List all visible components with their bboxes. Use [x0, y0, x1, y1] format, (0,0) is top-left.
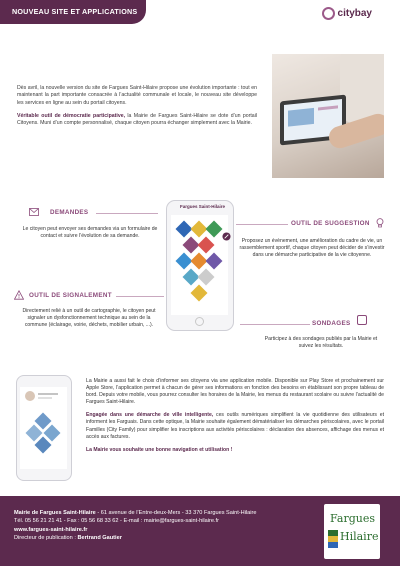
- phone-app-screen: [171, 215, 228, 315]
- body-closing: La Mairie vous souhaite une bonne navigation et utilisation !: [86, 446, 233, 453]
- citybay-name: citybay: [337, 8, 372, 19]
- laptop-photo: [272, 54, 384, 178]
- intro-paragraph-2-rest: la Mairie de Fargues Saint-Hilaire se dote d’un portail Citoyens. Muni d’un compte personnalisé, chaque citoyen pourra échanger simplement avec la Mairie.: [17, 112, 257, 127]
- poll-icon: [357, 315, 367, 325]
- app-tile: [198, 237, 215, 254]
- app-tile: [206, 221, 223, 238]
- footer: [0, 496, 400, 566]
- profile-line: [38, 397, 52, 399]
- profile-line: [38, 393, 58, 395]
- app-tile: [198, 269, 215, 286]
- phone-home-button: [195, 317, 204, 326]
- body-paragraph-2: [86, 412, 384, 440]
- body-paragraph-2-lead: Engagée dans une démarche de ville intelligente,: [86, 412, 214, 419]
- intro-paragraph-2: [17, 113, 257, 128]
- suggestion-text: Proposez un évènement, une amélioration du cadre de vie, un rassemblement sportif, chaque citoyen peut décider de s’investir dans une démarche participative de la vie citoyenne.: [239, 238, 385, 258]
- envelope-icon: [29, 208, 39, 216]
- sondages-connector: [240, 324, 310, 325]
- signalement-text: Directement relié à un outil de cartographie, le citoyen peut signaler un dysfonctionnement technique au sein de la commune (éclairage, voirie, déchets, mobilier urbain, ...).: [22, 308, 156, 328]
- sondages-text: Participez à des sondages publiés par la Mairie et suivez les résultats.: [264, 336, 378, 349]
- app-phone-mockup-small: [16, 375, 72, 481]
- phone-small-screen: [20, 387, 67, 469]
- intro-text: [17, 85, 257, 133]
- demandes-label: DEMANDES: [50, 209, 89, 216]
- intro-paragraph-2-lead: Véritable outil de démocratie participative,: [17, 112, 126, 119]
- app-tile: [206, 253, 223, 270]
- sondages-label: SONDAGES: [312, 320, 351, 327]
- signalement-connector: [116, 296, 164, 297]
- footer-address-line: [14, 509, 257, 517]
- warning-icon: [14, 290, 24, 300]
- intro-paragraph-1: Dès avril, la nouvelle version du site de Fargues Saint-Hilaire propose une évolution importante : tout en maintenant la part importante consacrée à l’actualité communale et locale, le nouveau site développe les services en ligne au sein du portail citoyens.: [17, 85, 257, 106]
- footer-org: Mairie de Fargues Saint-Hilaire: [14, 510, 96, 516]
- phone-app-logo: Fargues Saint-Hilaire: [180, 204, 226, 209]
- fargues-flag-icon: [328, 530, 338, 548]
- body-paragraph-1: La Mairie a aussi fait le choix d’informer ses citoyens via une application mobile. Disponible sur Play Store et prochainement sur Apple Store, l’application permet à chacun de gérer ses informations en fonction des besoins en établissant son propre tableau de bord. Depuis votre mobile, vous pourrez consulter les horaires de la Mairie, les menus du restaurant scolaire ou suivre l’actualité de Fargues Saint-Hilaire.: [86, 378, 384, 406]
- footer-address: - 61 avenue de l’Entre-deux-Mers - 33 370 Fargues Saint-Hilaire: [95, 510, 257, 516]
- footer-phone-fax: Tél. 05 56 21 21 41 - Fax : 05 56 68 33 62 - E-mail : mairie@fargues-saint-hilaire.fr: [14, 518, 219, 525]
- demandes-connector: [96, 213, 158, 214]
- demandes-text: Le citoyen peut envoyer ses demandes via un formulaire de contact et suivre l’évolution de sa demande.: [22, 226, 158, 239]
- citybay-ring-icon: [322, 7, 335, 20]
- signalement-label: OUTIL DE SIGNALEMENT: [29, 292, 112, 299]
- header-ribbon: [0, 0, 146, 24]
- footer-website-link[interactable]: www.fargues-saint-hilaire.fr: [14, 526, 88, 533]
- avatar: [25, 391, 35, 401]
- footer-publisher: Directeur de publication : Bertrand Gautier: [14, 535, 122, 542]
- footer-contact: [14, 509, 257, 543]
- fargues-logo: [324, 504, 380, 559]
- app-description: [86, 378, 384, 460]
- suggestion-connector: [236, 224, 288, 225]
- suggestion-label: OUTIL DE SUGGESTION: [291, 220, 370, 227]
- fargues-logo-line2: Hilaire: [340, 530, 379, 543]
- body-paragraph-2-rest: ces outils numériques simplifient la vie quotidienne des utilisateurs et informent les Farguais. Dans cette optique, la Mairie souhaite également dématérialiser les démarches périscolaires, avec le portail Familles (City Family) pour simplifier les inscriptions aux activités périscolaires : déclaration des absences, affichage des menus et accès aux factures.: [86, 412, 384, 440]
- app-tile: [191, 285, 208, 302]
- pencil-icon: [222, 232, 231, 241]
- page-title: NOUVEAU SITE ET APPLICATIONS: [12, 7, 138, 16]
- app-phone-mockup: [166, 200, 234, 331]
- lightbulb-icon: [376, 218, 384, 228]
- citybay-logo: [322, 7, 372, 20]
- fargues-logo-line1: Fargues: [330, 512, 375, 525]
